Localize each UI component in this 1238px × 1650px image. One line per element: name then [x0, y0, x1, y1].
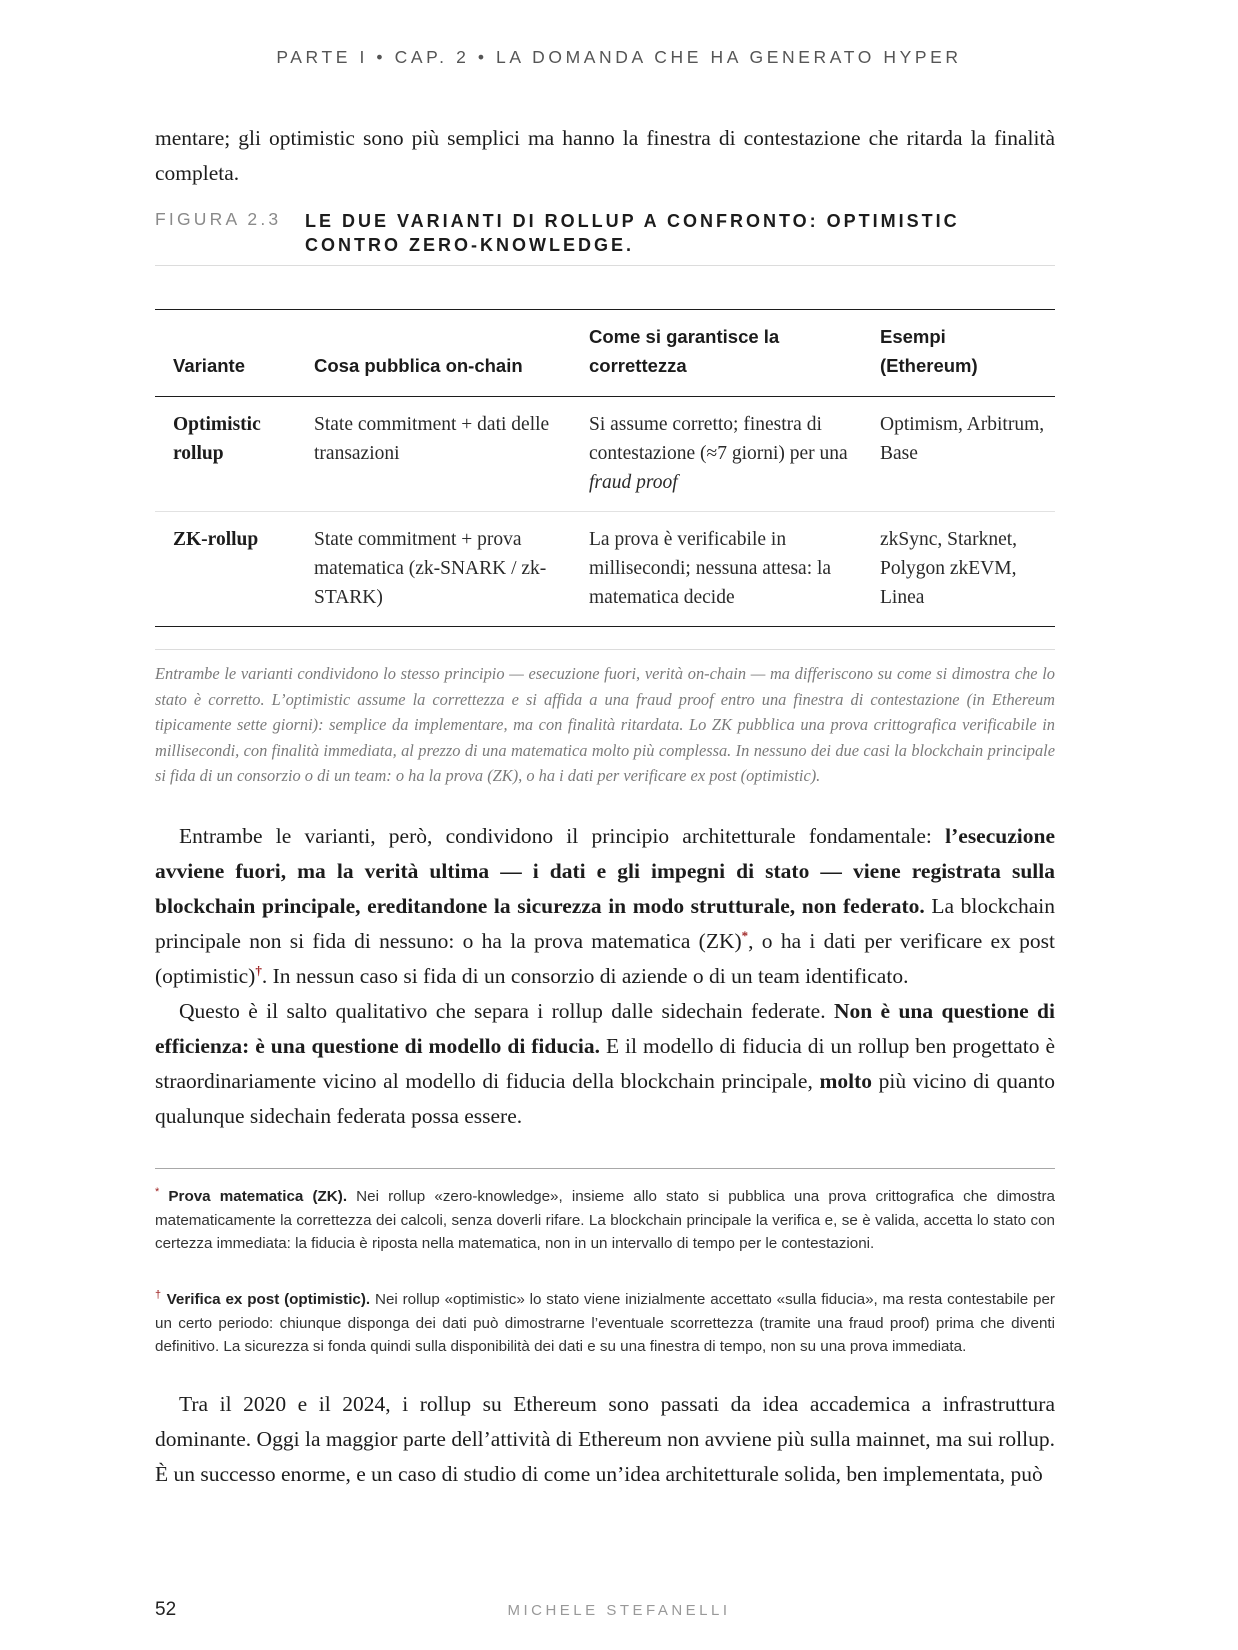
figure-title: LE DUE VARIANTI DI ROLLUP A CONFRONTO: OPTIMISTIC CONTRO ZERO-KNOWLEDGE.	[305, 211, 960, 255]
cell-published: State commitment + dati delle transazioni	[296, 397, 571, 512]
cell-guarantee-italic: fraud proof	[589, 472, 678, 493]
column-header-guarantee: Come si garantisce la correttezza	[571, 310, 862, 397]
paragraph-rollup-history: Tra il 2020 e il 2024, i rollup su Ethereum sono passati da idea accademica a infrastruttura dominante. Oggi la maggior parte dell’attività di Ethereum non avviene più sulla mainnet, ma sui rollup. È un successo enorme, e un caso di studio di come un’idea architetturale solida, ben implementata, può	[155, 1392, 1055, 1486]
author-footer: MICHELE STEFANELLI	[507, 1602, 731, 1619]
table-header-row	[155, 310, 1055, 397]
running-head: PARTE I • CAP. 2 • LA DOMANDA CHE HA GENERATO HYPER	[276, 47, 962, 67]
paragraph-principle	[155, 819, 1055, 994]
cell-published: State commitment + prova matematica (zk-SNARK / zk-STARK)	[314, 529, 547, 608]
paragraph-trust-lead: Questo è il salto qualitativo che separa i rollup dalle sidechain federate.	[179, 999, 834, 1023]
paragraph-principle-middle: , o ha i dati per verificare ex post (optimistic)	[155, 929, 1055, 988]
paragraph-trust-bold: Non è una questione di efficienza: è una questione di modello di fiducia.	[155, 999, 1055, 1058]
footnote-ref-star[interactable]: *	[741, 927, 749, 943]
paragraph-principle-end: . In nessun caso si fida di un consorzio di aziende o di un team identificato.	[261, 964, 909, 988]
footnote-ref-dagger[interactable]: †	[255, 962, 262, 978]
paragraph-principle-lead: Entrambe le varianti, però, condividono il principio architetturale fondamentale:	[179, 824, 946, 848]
paragraph-trust-bold-word: molto	[819, 1069, 872, 1093]
paragraph-trust-middle: E il modello di fiducia di un rollup ben progettato è straordinariamente vicino al modello di fiducia della blockchain principale,	[155, 1034, 1055, 1093]
footnote-zk	[155, 1185, 1055, 1256]
footnote-mark: †	[155, 1288, 162, 1301]
table-row	[155, 512, 1055, 627]
cell-examples: zkSync, Starknet, Polygon zkEVM, Linea	[880, 529, 1018, 608]
cell-guarantee: La prova è verificabile in millisecondi; nessuna attesa: la matematica decide	[589, 529, 832, 608]
figure-caption: Entrambe le varianti condividono lo stesso principio — esecuzione fuori, verità on-chain — ma differiscono su come si dimostra che lo stato è corretto. L’optimistic assume la correttezza e si affida a una fraud proof entro una finestra di contestazione (in Ethereum tipicamente sette giorni): semplice da implementare, ma con finalità ritardata. Lo ZK pubblica una prova crittografica verificabile in millisecondi, con finalità immediata, al prezzo di una matematica molto più complessa. In nessuno dei due casi la blockchain principale si fida di un consorzio o di un team: o ha la prova (ZK), o ha i dati per verificare ex post (optimistic).	[155, 664, 1055, 785]
paragraph-trust-model	[155, 994, 1055, 1134]
rollup-comparison-table	[155, 309, 1055, 627]
footnote-title: Prova matematica (ZK).	[168, 1188, 348, 1205]
footnote-mark: *	[155, 1185, 160, 1198]
cell-variant: Optimistic rollup	[155, 397, 296, 512]
figure-title-rule	[155, 265, 1055, 266]
figure-number: FIGURA 2.3	[155, 209, 282, 229]
footnote-optimistic	[155, 1288, 1055, 1359]
cell-variant: ZK-rollup	[173, 529, 259, 550]
column-header-examples: Esempi (Ethereum)	[862, 310, 1055, 397]
paragraph-trust-end: più vicino di quanto qualunque sidechain federata possa essere.	[155, 1069, 1055, 1128]
caption-rule	[155, 649, 1055, 650]
column-header-published: Cosa pubblica on-chain	[296, 310, 571, 397]
page-number: 52	[155, 1599, 177, 1620]
column-header-variant: Variante	[155, 310, 296, 397]
footnote-title: Verifica ex post (optimistic).	[166, 1291, 371, 1308]
paragraph-principle-bold: l’esecuzione avviene fuori, ma la verità ultima — i dati e gli impegni di stato — viene registrata sulla blockchain principale, ereditandone la sicurezza in modo strutturale, non federato.	[155, 824, 1055, 918]
cell-guarantee-text: Si assume corretto; finestra di contestazione (≈7 giorni) per una	[589, 414, 848, 464]
table-row	[155, 397, 1055, 512]
cell-guarantee	[571, 397, 862, 512]
footnote-text: Nei rollup «optimistic» lo stato viene inizialmente accettato «sulla fiducia», ma resta contestabile per un certo periodo: chiunque disponga dei dati può dimostrarne l’eventuale scorrettezza (tramite una fraud proof) prima che diventi definitivo. La sicurezza si fonda quindi sulla disponibilità dei dati e su una finestra di tempo, non su una prova immediata.	[155, 1291, 1055, 1355]
paragraph-principle-text: La blockchain principale non si fida di nessuno: o ha la prova matematica (ZK)	[155, 894, 1055, 953]
intro-paragraph: mentare; gli optimistic sono più semplici ma hanno la finestra di contestazione che ritarda la finalità completa.	[155, 126, 1055, 185]
footnote-rule	[155, 1168, 1055, 1169]
footnote-text: Nei rollup «zero-knowledge», insieme allo stato si pubblica una prova crittografica che dimostra matematicamente la correttezza dei calcoli, senza doverli rifare. La blockchain principale la verifica e, se è valida, accetta lo stato con certezza immediata: la fiducia è riposta nella matematica, non in un intervallo di tempo per le contestazioni.	[155, 1188, 1055, 1252]
cell-examples: Optimism, Arbitrum, Base	[862, 397, 1055, 512]
